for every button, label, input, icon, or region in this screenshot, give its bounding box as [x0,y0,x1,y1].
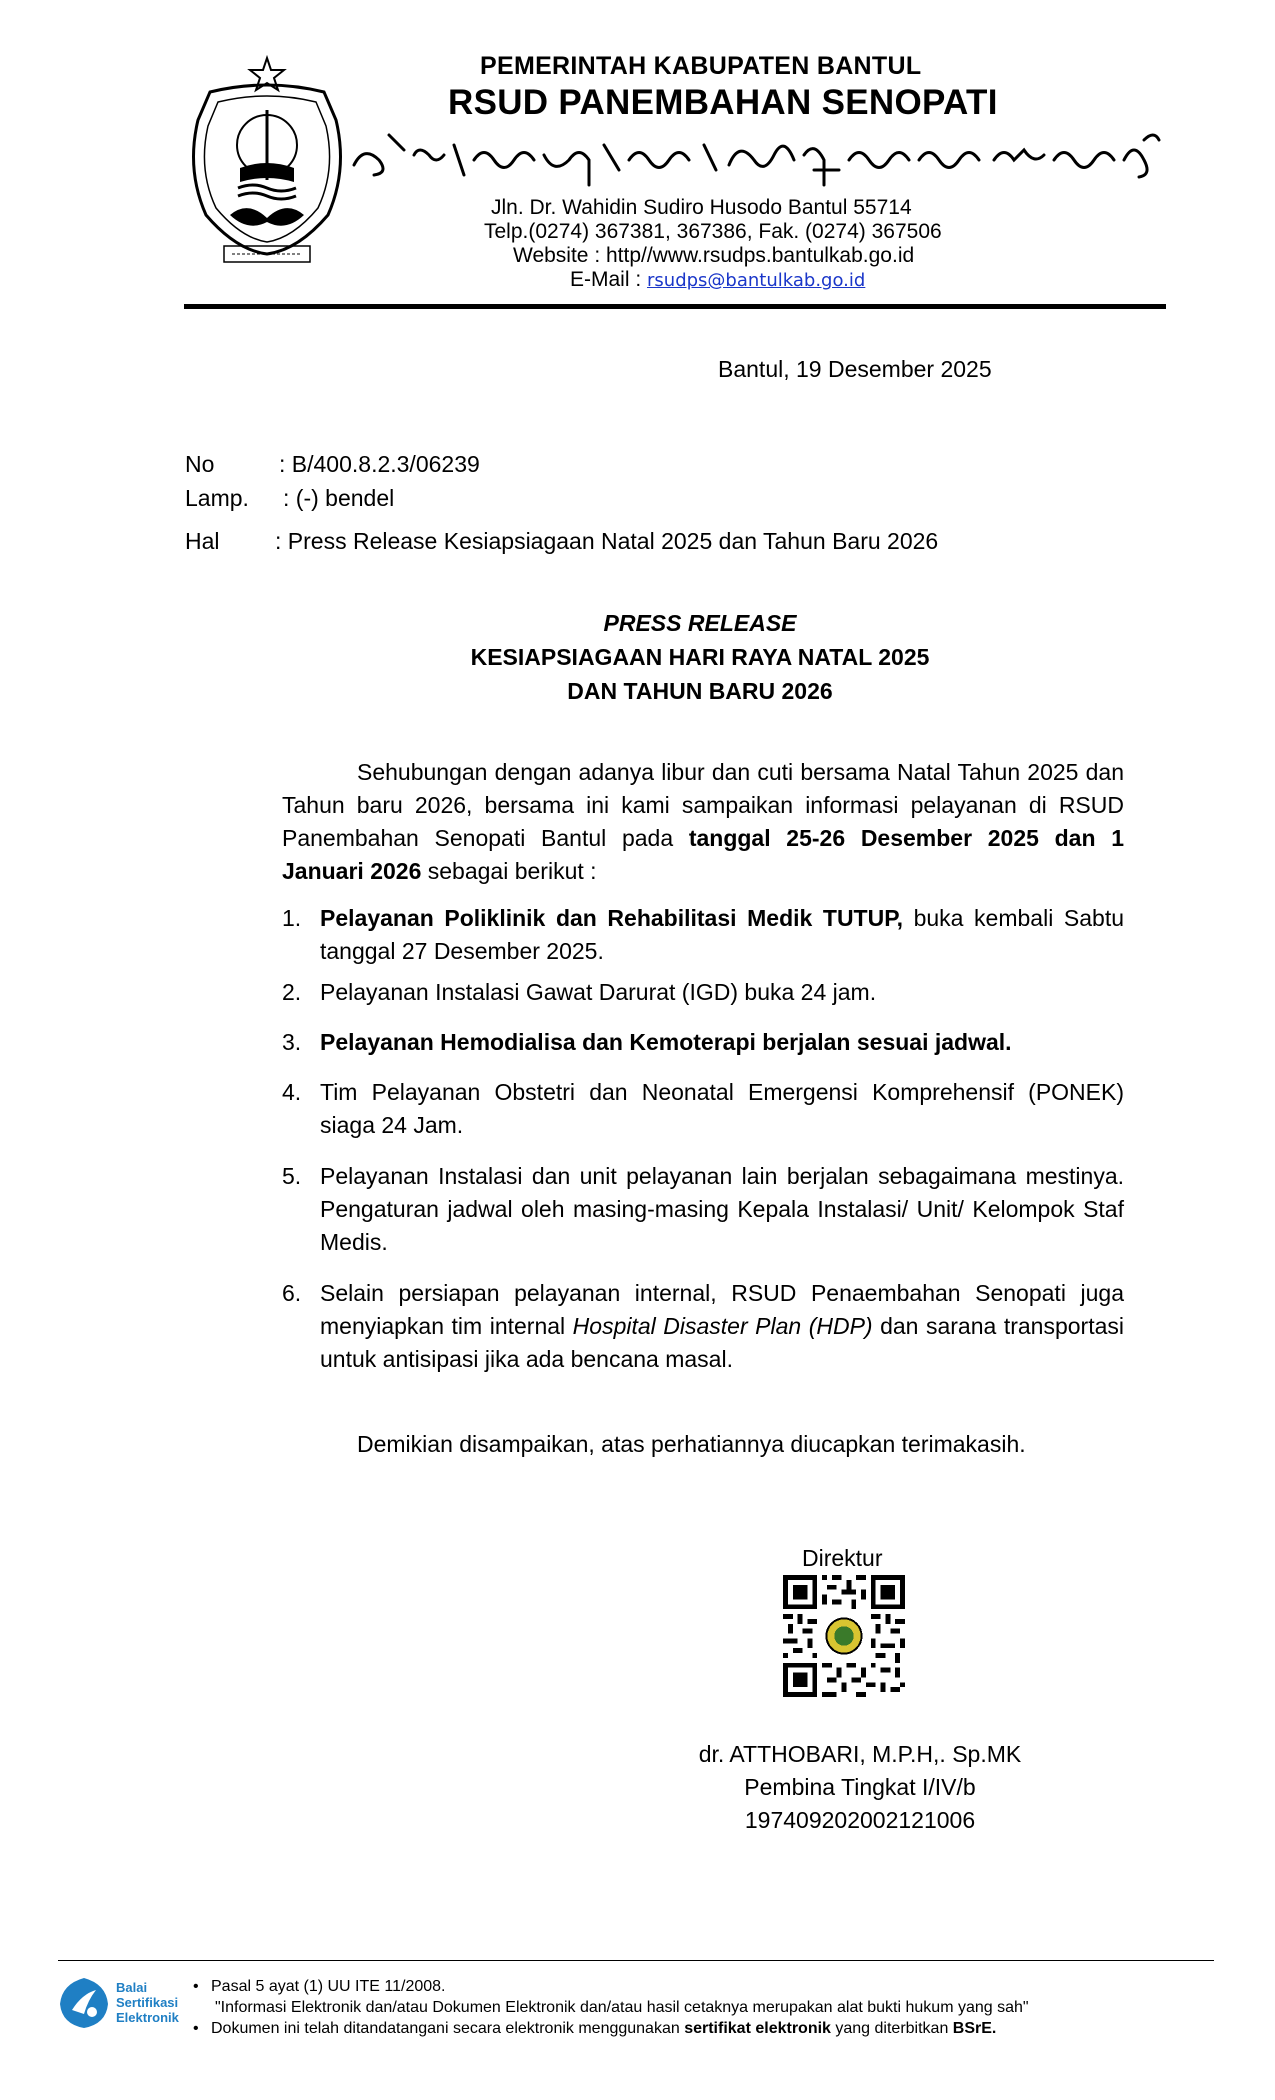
list-item-number: 6. [282,1280,302,1306]
letter-number-row [185,447,480,481]
email-link[interactable]: rsudps@bantulkab.go.id [647,270,866,291]
footer-bullet-2-d: BSrE. [952,2020,997,2037]
letter-subject-row [185,524,938,558]
closing-sentence: Demikian disampaikan, atas perhatiannya diucapkan terimakasih. [357,1431,1026,1457]
number-value: : B/400.8.2.3/06239 [279,451,480,477]
intro-tail: sebagai berikut : [421,858,597,884]
list-item-text: Pelayanan Instalasi dan unit pelayanan lain berjalan sebagaimana mestinya. Pengaturan jadwal oleh masing-masing Kepala Instalasi/ Unit/ Kelompok Staf Medis. [320,1163,1124,1255]
list-item-text: Tim Pelayanan Obstetri dan Neonatal Emergensi Komprehensif (PONEK) siaga 24 Jam. [320,1079,1124,1138]
signatory-name: dr. ATTHOBARI, M.P.H,. Sp.MK [698,1741,1022,1767]
email-label: E-Mail : [570,268,648,291]
bsre-line-3: Elektronik [116,2010,179,2025]
footer-bullet: • Pasal 5 ayat (1) UU ITE 11/2008. [193,1978,446,1995]
hospital-email-line [570,268,865,292]
footer-quote: "Informasi Elektronik dan/atau Dokumen Elektronik dan/atau hasil cetaknya merupakan alat bukti hukum yang sah" [215,1999,1029,2016]
javanese-script-hospital-name [344,125,1164,195]
letter-attachment-row [185,481,394,515]
bantul-regency-seal-icon [178,50,356,276]
title-line-3: DAN TAHUN BARU 2026 [567,678,833,704]
government-name: PEMERINTAH KABUPATEN BANTUL [480,52,922,80]
intro-dates: tanggal 25-26 Desember 2025 dan 1 Januari 2026 [282,825,1124,884]
bsre-line-1: Balai [116,1980,148,1995]
list-item-italic: Hospital Disaster Plan (HDP) [572,1313,873,1339]
list-item [282,976,1124,1009]
signatory-nip: 197409202002121006 [744,1807,976,1833]
list-item-number: 4. [282,1079,302,1105]
list-item-number: 5. [282,1163,302,1189]
list-item-number: 2. [282,979,302,1005]
letter-date: Bantul, 19 Desember 2025 [718,356,992,382]
attachment-value: : (-) bendel [283,485,395,511]
signatory-rank: Pembina Tingkat I/IV/b [744,1774,976,1800]
bsre-wordmark [116,1980,179,2025]
footer-bullet: • Dokumen ini telah ditandatangani secara elektronik menggunakan sertifikat elektronik yang diterbitkan BSrE. [193,2020,997,2037]
letterhead-divider [184,304,1166,309]
list-item [282,1277,1124,1376]
hospital-phone: Telp.(0274) 367381, 367386, Fak. (0274) 367506 [484,220,942,243]
footer-bullet-1: Pasal 5 ayat (1) UU ITE 11/2008. [211,1978,446,1995]
list-item-text: Selain persiapan pelayanan internal, RSUD Penaembahan Senopati juga menyiapkan tim internal [320,1280,1124,1339]
subject-label: Hal [185,528,220,554]
footer-notes [193,1976,1029,2039]
subject-value: : Press Release Kesiapsiagaan Natal 2025 dan Tahun Baru 2026 [275,528,939,554]
list-item [282,1076,1124,1142]
footer-bullet-2-a: Dokumen ini telah ditandatangani secara elektronik menggunakan [211,2020,685,2037]
list-item-number: 3. [282,1029,302,1055]
bsre-emblem-icon [58,1976,110,2030]
list-item-number: 1. [282,905,302,931]
hospital-name: RSUD PANEMBAHAN SENOPATI [448,83,998,122]
list-item-tail: dan sarana transportasi untuk antisipasi jika ada bencana masal. [320,1313,1124,1372]
title-line-2: KESIAPSIAGAAN HARI RAYA NATAL 2025 [470,644,930,670]
list-item-bold: Pelayanan Hemodialisa dan Kemoterapi berjalan sesuai jadwal. [320,1029,1012,1055]
qr-code-signature-icon [783,1575,905,1697]
footer-bullet-2-c: yang diterbitkan [830,2020,953,2037]
list-item [282,1160,1124,1259]
signatory-block [670,1738,1050,1837]
intro-text: Sehubungan dengan adanya libur dan cuti bersama Natal Tahun 2025 dan Tahun baru 2026, bersama ini kami sampaikan informasi pelayanan di RSUD Panembahan Senopati Bantul pada [282,759,1124,851]
press-release-title-block [200,606,1200,708]
list-item [282,902,1124,968]
list-item-text: Pelayanan Instalasi Gawat Darurat (IGD) buka 24 jam. [320,979,877,1005]
hospital-address: Jln. Dr. Wahidin Sudiro Husodo Bantul 55714 [491,196,912,219]
list-item [282,1026,1124,1059]
bsre-logo [58,1976,198,2032]
signatory-title: Direktur [802,1545,883,1571]
letterhead [0,0,1275,320]
intro-paragraph [282,756,1124,888]
list-item-text: buka kembali Sabtu tanggal 27 Desember 2025. [320,905,1124,964]
footer-divider [58,1960,1214,1961]
bsre-line-2: Sertifikasi [116,1995,179,2010]
number-label: No [185,451,215,477]
title-line-1: PRESS RELEASE [603,610,797,636]
footer-bullet-2-b: sertifikat elektronik [684,2020,831,2037]
attachment-label: Lamp. [185,485,249,511]
hospital-website: Website : http//www.rsudps.bantulkab.go.id [513,244,915,267]
list-item-bold: Pelayanan Poliklinik dan Rehabilitasi Medik TUTUP, [320,905,903,931]
